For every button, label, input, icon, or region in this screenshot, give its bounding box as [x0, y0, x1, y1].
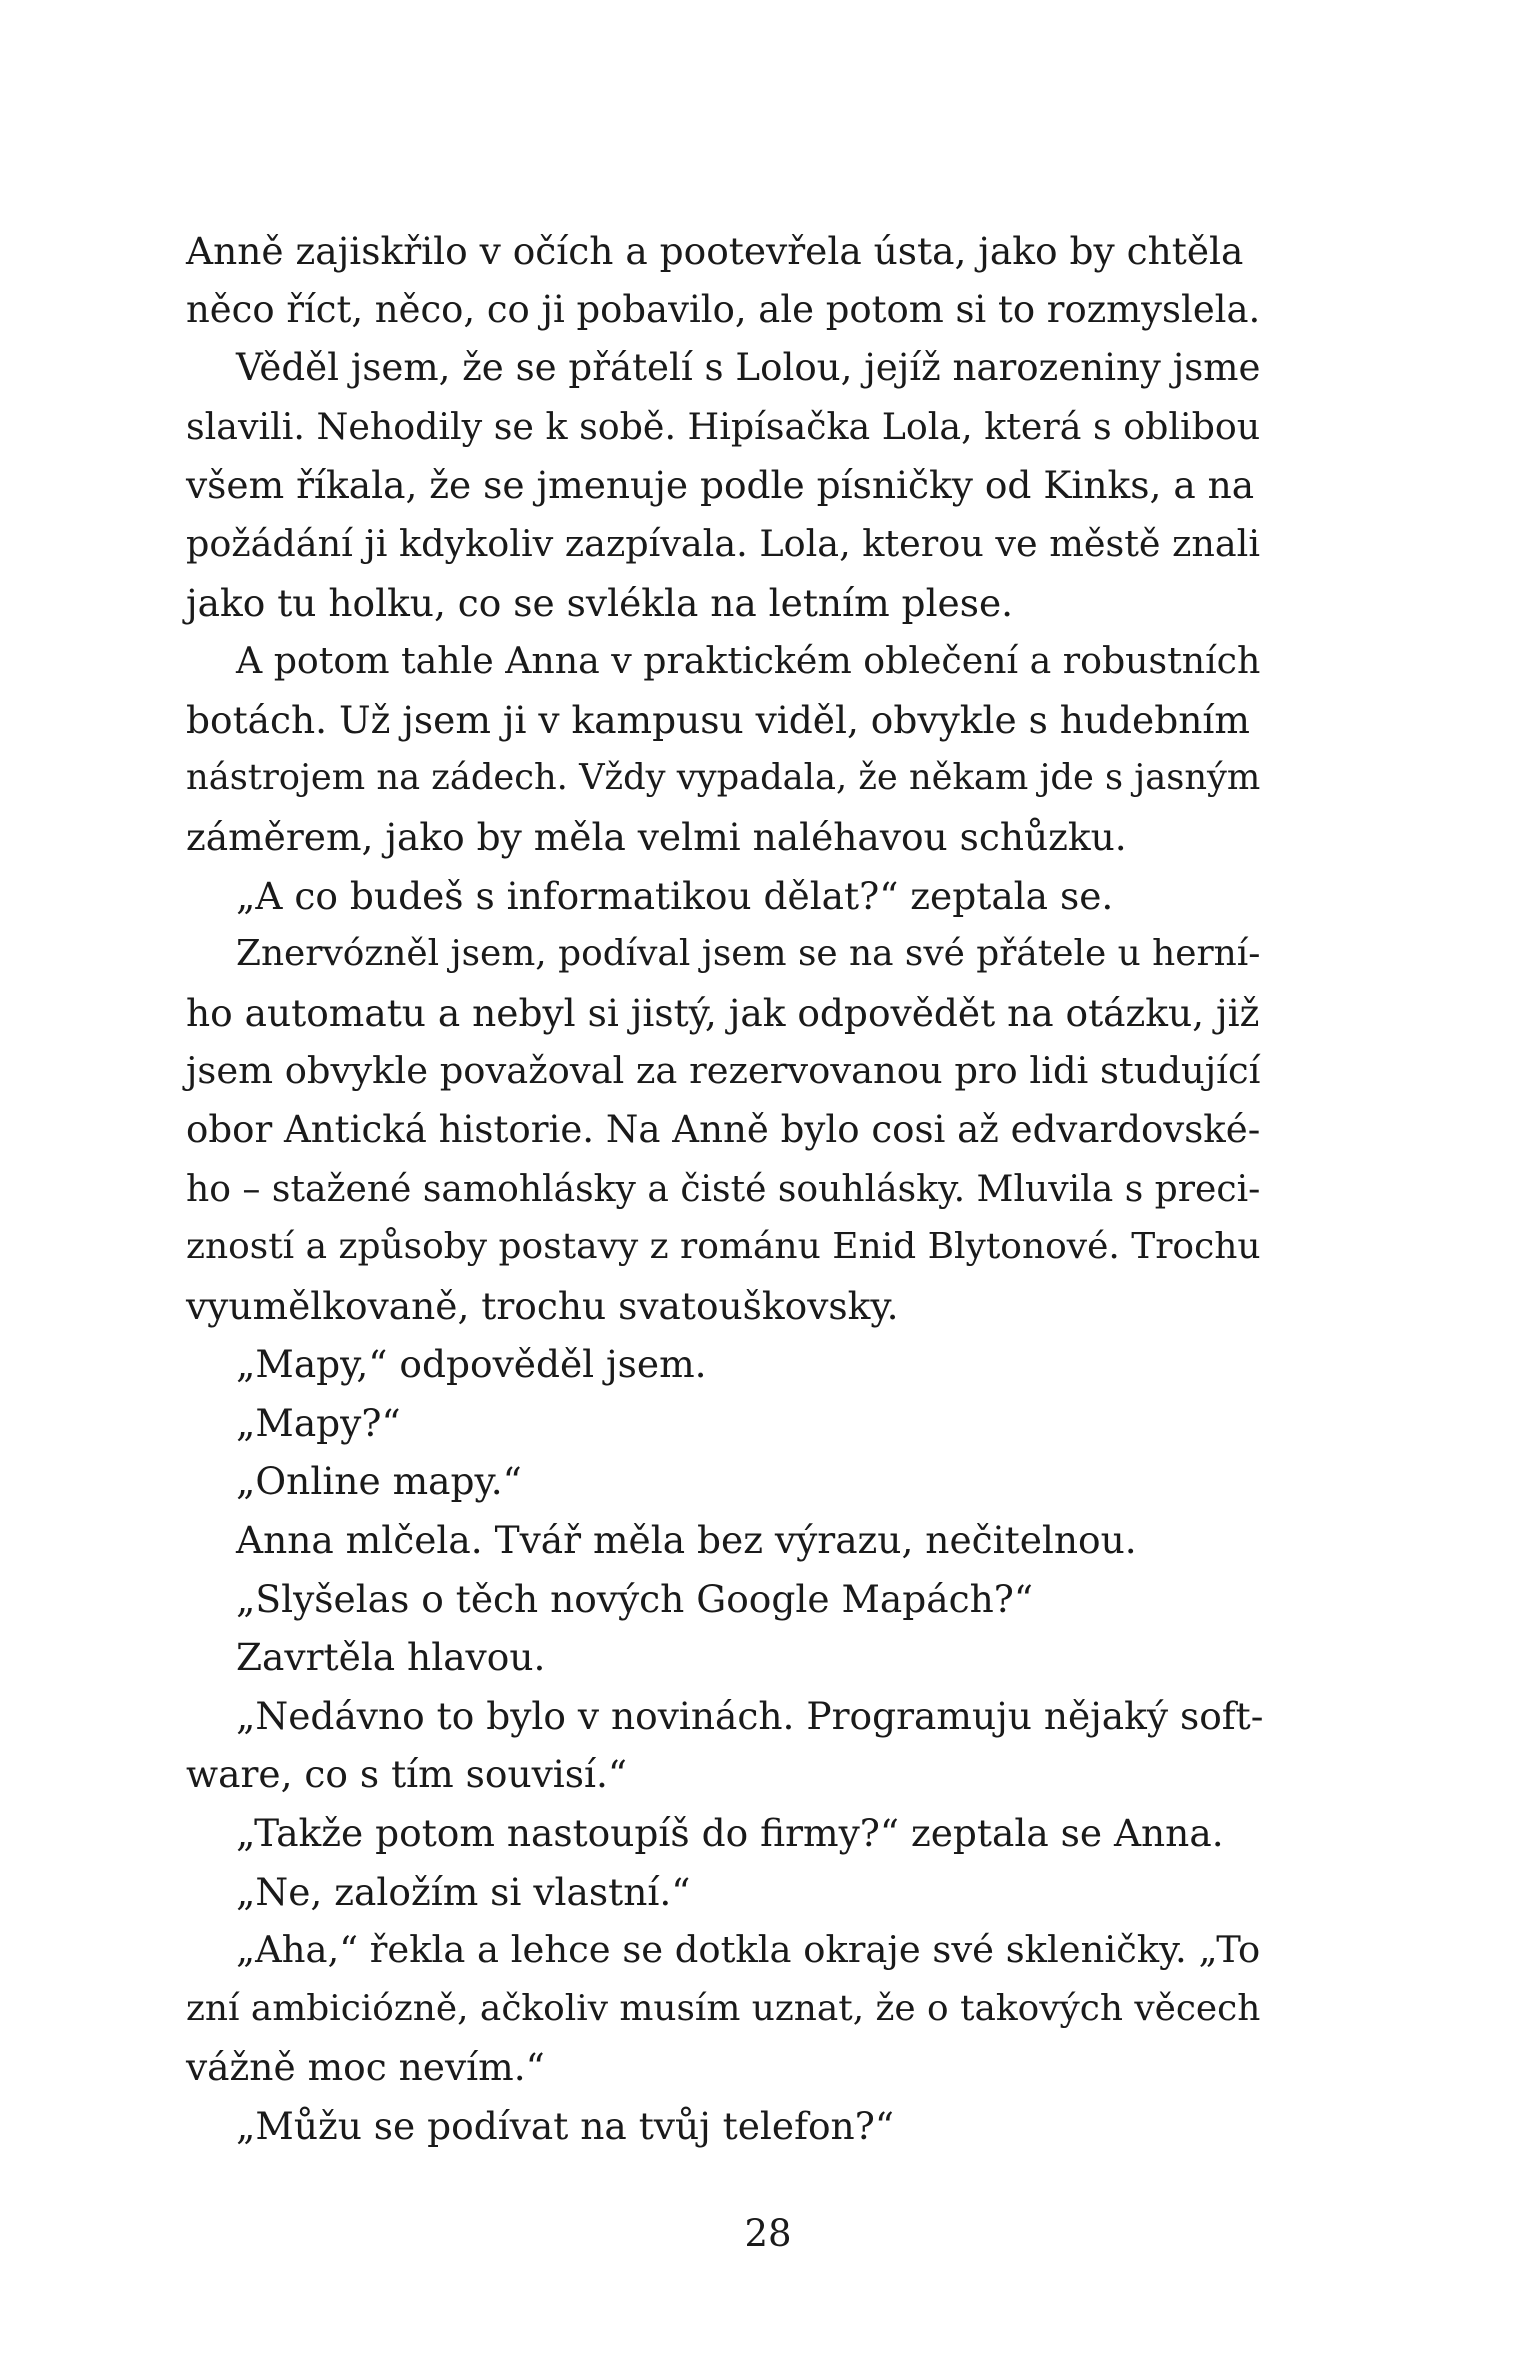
text-line-29: „Ne, založím si vlastní.“	[236, 1869, 691, 1914]
text-line-23: Anna mlčela. Tvář měla bez výrazu, nečitelnou.	[236, 1518, 1137, 1563]
text-line-5: všem říkala, že se jmenuje podle písničky od Kinks, a na	[186, 463, 1255, 508]
text-line-18: zností a způsoby postavy z románu Enid Blytonové. Trochu	[186, 1226, 1261, 1268]
text-line-32: vážně moc nevím.“	[186, 2045, 545, 2090]
text-line-24: „Slyšelas o těch nových Google Mapách?“	[236, 1576, 1034, 1621]
text-line-20: „Mapy,“ odpověděl jsem.	[236, 1342, 707, 1387]
text-line-9: botách. Už jsem ji v kampusu viděl, obvykle s hudebním	[186, 697, 1250, 742]
text-line-8: A potom tahle Anna v praktickém oblečení a robustních	[236, 639, 1261, 683]
text-line-7: jako tu holku, co se svlékla na letním plese.	[186, 580, 1014, 625]
text-line-1: Anně zajiskřilo v očích a pootevřela ústa, jako by chtěla	[186, 229, 1244, 273]
text-line-19: vyumělkovaně, trochu svatouškovsky.	[186, 1283, 899, 1328]
text-line-21: „Mapy?“	[236, 1400, 401, 1445]
text-line-15: jsem obvykle považoval za rezervovanou pro lidi studující	[186, 1049, 1261, 1093]
text-line-28: „Takže potom nastoupíš do firmy?“ zeptala se Anna.	[236, 1811, 1224, 1856]
text-line-27: ware, co s tím souvisí.“	[186, 1752, 628, 1797]
text-line-4: slavili. Nehodily se k sobě. Hipísačka Lola, která s oblibou	[186, 404, 1261, 448]
text-line-31: zní ambiciózně, ačkoliv musím uznat, že o takových věcech	[186, 1987, 1261, 2029]
text-line-11: záměrem, jako by měla velmi naléhavou schůzku.	[186, 814, 1127, 859]
page-number: 28	[744, 2212, 792, 2255]
body-text	[186, 222, 1266, 2156]
text-line-6: požádání ji kdykoliv zazpívala. Lola, kterou ve městě znali	[186, 521, 1261, 565]
text-line-25: Zavrtěla hlavou.	[236, 1635, 546, 1680]
text-line-10: nástrojem na zádech. Vždy vypadala, že někam jde s jasným	[186, 757, 1261, 799]
text-line-12: „A co budeš s informatikou dělat?“ zeptala se.	[236, 873, 1114, 918]
text-line-16: obor Antická historie. Na Anně bylo cosi až edvardovské-	[186, 1107, 1261, 1151]
text-line-3: Věděl jsem, že se přátelí s Lolou, jejíž narozeniny jsme	[236, 346, 1261, 390]
text-line-22: „Online mapy.“	[236, 1459, 522, 1504]
text-line-30: „Aha,“ řekla a lehce se dotkla okraje své skleničky. „To	[236, 1928, 1261, 1972]
text-line-13: Znervózněl jsem, podíval jsem se na své přátele u herní-	[236, 933, 1261, 975]
text-line-17: ho – stažené samohlásky a čisté souhlásky. Mluvila s preci-	[186, 1167, 1261, 1210]
text-line-14: ho automatu a nebyl si jistý, jak odpovědět na otázku, již	[186, 990, 1260, 1035]
text-line-33: „Můžu se podívat na tvůj telefon?“	[236, 2104, 894, 2148]
text-line-2: něco říct, něco, co ji pobavilo, ale potom si to rozmyslela.	[186, 287, 1261, 331]
text-line-26: „Nedávno to bylo v novinách. Programuju nějaký soft-	[236, 1693, 1264, 1738]
